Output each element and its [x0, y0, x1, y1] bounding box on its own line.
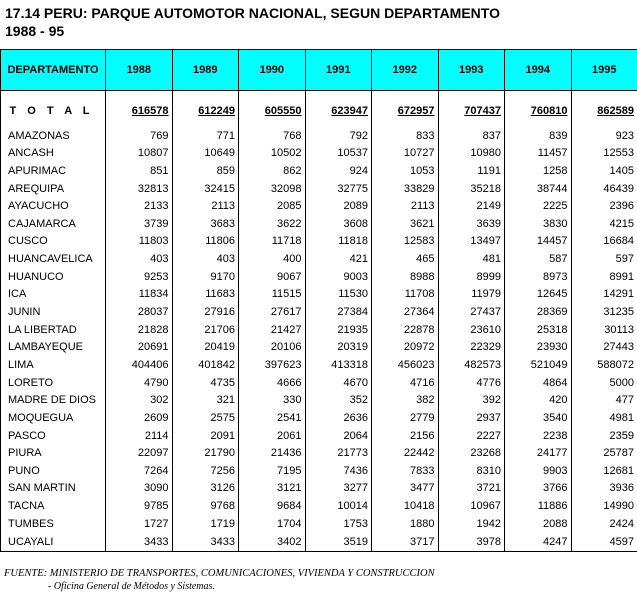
vehicle-count: 2225: [505, 198, 572, 216]
table-row: [1, 216, 637, 234]
vehicle-count: 456023: [372, 357, 439, 375]
vehicle-count: 23610: [438, 321, 505, 339]
vehicle-count: 401842: [172, 357, 239, 375]
vehicle-count: 3433: [106, 533, 173, 551]
table-row: [1, 180, 637, 198]
source-office: - Oficina General de Métodos y Sistemas.: [48, 581, 215, 592]
department-name: PIURA: [1, 445, 106, 463]
vehicle-count: 3621: [372, 216, 439, 234]
vehicle-count: 8988: [372, 268, 439, 286]
table-row: [1, 127, 637, 145]
vehicle-count: 20106: [239, 339, 306, 357]
vehicle-count: 2133: [106, 198, 173, 216]
vehicle-count: 9684: [239, 498, 306, 516]
vehicle-count: 4735: [172, 374, 239, 392]
vehicle-count: 21427: [239, 321, 306, 339]
vehicle-count: 8310: [438, 463, 505, 481]
vehicle-count: 2396: [571, 198, 637, 216]
table-row: [1, 480, 637, 498]
vehicle-count: 3540: [505, 410, 572, 428]
vehicle-count: 27443: [571, 339, 637, 357]
vehicle-count: 32775: [305, 180, 372, 198]
header-year: 1991: [305, 50, 372, 91]
vehicle-count: 10502: [239, 145, 306, 163]
vehicle-count: 28037: [106, 304, 173, 322]
vehicle-count: 3277: [305, 480, 372, 498]
vehicle-count: 1191: [438, 163, 505, 181]
vehicle-count: 7833: [372, 463, 439, 481]
vehicle-count: 382: [372, 392, 439, 410]
vehicle-count: 404406: [106, 357, 173, 375]
vehicle-count: 9768: [172, 498, 239, 516]
vehicle-count: 32415: [172, 180, 239, 198]
table-row: [1, 321, 637, 339]
vehicle-count: 2156: [372, 427, 439, 445]
header-departamento: DEPARTAMENTO: [1, 50, 106, 91]
vehicle-count: 30113: [571, 321, 637, 339]
table-row: [1, 463, 637, 481]
department-name: MADRE DE DIOS: [1, 392, 106, 410]
vehicle-count: 4247: [505, 533, 572, 551]
table-row: [1, 392, 637, 410]
vehicle-count: 27617: [239, 304, 306, 322]
vehicle-count: 11806: [172, 233, 239, 251]
vehicle-count: 923: [571, 127, 637, 145]
vehicle-count: 862: [239, 163, 306, 181]
vehicle-count: 33829: [372, 180, 439, 198]
vehicle-count: 21436: [239, 445, 306, 463]
vehicle-count: 20691: [106, 339, 173, 357]
department-name: PASCO: [1, 427, 106, 445]
vehicle-count: 24177: [505, 445, 572, 463]
vehicle-count: 10418: [372, 498, 439, 516]
vehicle-count: 4716: [372, 374, 439, 392]
header-year: 1990: [239, 50, 306, 91]
vehicle-count: 2089: [305, 198, 372, 216]
department-name: SAN MARTIN: [1, 480, 106, 498]
vehicle-count: 352: [305, 392, 372, 410]
vehicle-count: 4981: [571, 410, 637, 428]
table-row: [1, 427, 637, 445]
table-row: [1, 410, 637, 428]
vehicle-count: 12553: [571, 145, 637, 163]
table-row: [1, 268, 637, 286]
department-name: TACNA: [1, 498, 106, 516]
department-name: HUANCAVELICA: [1, 251, 106, 269]
total-value: 672957: [397, 105, 435, 118]
vehicle-count: 7256: [172, 463, 239, 481]
table-row: [1, 498, 637, 516]
vehicle-count: 3622: [239, 216, 306, 234]
vehicle-count: 3433: [172, 533, 239, 551]
table-row: [1, 286, 637, 304]
vehicle-count: 3766: [505, 480, 572, 498]
department-name: CAJAMARCA: [1, 216, 106, 234]
total-value: 760810: [530, 105, 568, 118]
vehicle-count: 2424: [571, 515, 637, 533]
department-name: HUANUCO: [1, 268, 106, 286]
vehicle-count: 4215: [571, 216, 637, 234]
vehicle-count: 481: [438, 251, 505, 269]
department-name: TUMBES: [1, 515, 106, 533]
vehicle-count: 465: [372, 251, 439, 269]
header-year: 1993: [438, 50, 505, 91]
vehicle-count: 859: [172, 163, 239, 181]
department-name: MOQUEGUA: [1, 410, 106, 428]
vehicle-count: 4864: [505, 374, 572, 392]
vehicle-count: 392: [438, 392, 505, 410]
vehicle-count: 12583: [372, 233, 439, 251]
vehicle-count: 597: [571, 251, 637, 269]
vehicle-count: 14990: [571, 498, 637, 516]
vehicle-count: 8973: [505, 268, 572, 286]
vehicle-count: 9067: [239, 268, 306, 286]
total-value: 616578: [131, 105, 169, 118]
vehicle-count: 10649: [172, 145, 239, 163]
header-year: 1994: [505, 50, 572, 91]
total-value: 862589: [597, 105, 634, 118]
table-title: 17.14 PERU: PARQUE AUTOMOTOR NACIONAL, SEGUN DEPARTAMENTO: [5, 5, 500, 21]
vehicle-count: 403: [106, 251, 173, 269]
vehicle-count: 851: [106, 163, 173, 181]
vehicle-count: 25787: [571, 445, 637, 463]
vehicle-count: 11708: [372, 286, 439, 304]
vehicle-count: 9903: [505, 463, 572, 481]
vehicle-count: 400: [239, 251, 306, 269]
table-row: [1, 198, 637, 216]
vehicle-count: 1727: [106, 515, 173, 533]
vehicle-count: 11457: [505, 145, 572, 163]
vehicle-count: 2779: [372, 410, 439, 428]
vehicle-count: 482573: [438, 357, 505, 375]
total-value: 612249: [198, 105, 235, 118]
vehicle-count: 25318: [505, 321, 572, 339]
source-note: FUENTE: MINISTERIO DE TRANSPORTES, COMUNICACIONES, VIVIENDA Y CONSTRUCCION: [4, 568, 435, 579]
vehicle-count: 10014: [305, 498, 372, 516]
vehicle-count: 46439: [571, 180, 637, 198]
vehicle-count: 837: [438, 127, 505, 145]
vehicle-count: 5000: [571, 374, 637, 392]
department-name: LA LIBERTAD: [1, 321, 106, 339]
vehicle-count: 3978: [438, 533, 505, 551]
vehicle-count: 2238: [505, 427, 572, 445]
vehicle-count: 21828: [106, 321, 173, 339]
vehicle-count: 3126: [172, 480, 239, 498]
table-row: [1, 304, 637, 322]
vehicle-count: 792: [305, 127, 372, 145]
vehicle-count: 9253: [106, 268, 173, 286]
table-row: [1, 374, 637, 392]
vehicle-count: 32098: [239, 180, 306, 198]
vehicle-count: 32813: [106, 180, 173, 198]
vehicle-count: 924: [305, 163, 372, 181]
vehicle-count: 588072: [571, 357, 637, 375]
vehicle-count: 302: [106, 392, 173, 410]
vehicle-count: 3721: [438, 480, 505, 498]
header-year: 1992: [372, 50, 439, 91]
department-name: PUNO: [1, 463, 106, 481]
vehicle-count: 10980: [438, 145, 505, 163]
vehicle-count: 2575: [172, 410, 239, 428]
total-row: [1, 100, 637, 123]
vehicle-count: 4776: [438, 374, 505, 392]
total-label: T O T A L: [1, 100, 106, 123]
vehicle-count: 3717: [372, 533, 439, 551]
vehicle-count: 28369: [505, 304, 572, 322]
vehicle-count: 14457: [505, 233, 572, 251]
vehicle-count: 27364: [372, 304, 439, 322]
vehicle-count: 7264: [106, 463, 173, 481]
department-name: ICA: [1, 286, 106, 304]
vehicle-count: 3090: [106, 480, 173, 498]
vehicle-count: 31235: [571, 304, 637, 322]
data-table: [0, 49, 637, 552]
vehicle-count: 768: [239, 127, 306, 145]
total-value: 623947: [331, 105, 368, 118]
department-name: UCAYALI: [1, 533, 106, 551]
vehicle-count: 3739: [106, 216, 173, 234]
vehicle-count: 11834: [106, 286, 173, 304]
total-value: 707437: [464, 105, 501, 118]
vehicle-count: 1405: [571, 163, 637, 181]
vehicle-count: 1704: [239, 515, 306, 533]
vehicle-count: 587: [505, 251, 572, 269]
vehicle-count: 2149: [438, 198, 505, 216]
vehicle-count: 11803: [106, 233, 173, 251]
vehicle-count: 21790: [172, 445, 239, 463]
vehicle-count: 2227: [438, 427, 505, 445]
vehicle-count: 2061: [239, 427, 306, 445]
vehicle-count: 833: [372, 127, 439, 145]
vehicle-count: 11886: [505, 498, 572, 516]
department-name: LORETO: [1, 374, 106, 392]
vehicle-count: 38744: [505, 180, 572, 198]
department-name: AMAZONAS: [1, 127, 106, 145]
vehicle-count: 11683: [172, 286, 239, 304]
vehicle-count: 9785: [106, 498, 173, 516]
department-name: LIMA: [1, 357, 106, 375]
vehicle-count: 839: [505, 127, 572, 145]
vehicle-count: 420: [505, 392, 572, 410]
vehicle-count: 2114: [106, 427, 173, 445]
vehicle-count: 2609: [106, 410, 173, 428]
vehicle-count: 2064: [305, 427, 372, 445]
vehicle-count: 1880: [372, 515, 439, 533]
vehicle-count: 9003: [305, 268, 372, 286]
vehicle-count: 10727: [372, 145, 439, 163]
department-name: ANCASH: [1, 145, 106, 163]
table-row: [1, 515, 637, 533]
header-year: 1995: [571, 50, 637, 91]
vehicle-count: 16684: [571, 233, 637, 251]
vehicle-count: 22097: [106, 445, 173, 463]
header-year: 1988: [106, 50, 173, 91]
vehicle-count: 397623: [239, 357, 306, 375]
vehicle-count: 1942: [438, 515, 505, 533]
vehicle-count: 2088: [505, 515, 572, 533]
vehicle-count: 20419: [172, 339, 239, 357]
vehicle-count: 4666: [239, 374, 306, 392]
vehicle-count: 22329: [438, 339, 505, 357]
vehicle-count: 8999: [438, 268, 505, 286]
vehicle-count: 11515: [239, 286, 306, 304]
vehicle-count: 4597: [571, 533, 637, 551]
vehicle-count: 7195: [239, 463, 306, 481]
vehicle-count: 3683: [172, 216, 239, 234]
department-name: JUNIN: [1, 304, 106, 322]
vehicle-count: 21935: [305, 321, 372, 339]
vehicle-count: 2085: [239, 198, 306, 216]
vehicle-count: 23268: [438, 445, 505, 463]
vehicle-count: 3608: [305, 216, 372, 234]
header-row: [1, 50, 637, 91]
total-value: 605550: [264, 105, 302, 118]
department-name: AREQUIPA: [1, 180, 106, 198]
vehicle-count: 769: [106, 127, 173, 145]
vehicle-count: 10967: [438, 498, 505, 516]
vehicle-count: 1053: [372, 163, 439, 181]
vehicle-count: 3936: [571, 480, 637, 498]
vehicle-count: 330: [239, 392, 306, 410]
vehicle-count: 10807: [106, 145, 173, 163]
vehicle-count: 3402: [239, 533, 306, 551]
vehicle-count: 403: [172, 251, 239, 269]
vehicle-count: 7436: [305, 463, 372, 481]
vehicle-count: 4670: [305, 374, 372, 392]
table-row: [1, 251, 637, 269]
vehicle-count: 1258: [505, 163, 572, 181]
vehicle-count: 2113: [372, 198, 439, 216]
vehicle-count: 9170: [172, 268, 239, 286]
vehicle-count: 3477: [372, 480, 439, 498]
vehicle-count: 2937: [438, 410, 505, 428]
department-name: LAMBAYEQUE: [1, 339, 106, 357]
vehicle-count: 12681: [571, 463, 637, 481]
vehicle-count: 521049: [505, 357, 572, 375]
vehicle-count: 27437: [438, 304, 505, 322]
vehicle-count: 35218: [438, 180, 505, 198]
table-row: [1, 145, 637, 163]
vehicle-count: 11530: [305, 286, 372, 304]
vehicle-count: 20319: [305, 339, 372, 357]
vehicle-count: 21773: [305, 445, 372, 463]
vehicle-count: 11979: [438, 286, 505, 304]
table-row: [1, 357, 637, 375]
vehicle-count: 4790: [106, 374, 173, 392]
vehicle-count: 11718: [239, 233, 306, 251]
vehicle-count: 22442: [372, 445, 439, 463]
vehicle-count: 27384: [305, 304, 372, 322]
vehicle-count: 2541: [239, 410, 306, 428]
vehicle-count: 1719: [172, 515, 239, 533]
vehicle-count: 22878: [372, 321, 439, 339]
vehicle-count: 421: [305, 251, 372, 269]
vehicle-count: 2636: [305, 410, 372, 428]
department-name: AYACUCHO: [1, 198, 106, 216]
vehicle-count: 21706: [172, 321, 239, 339]
vehicle-count: 1753: [305, 515, 372, 533]
vehicle-count: 321: [172, 392, 239, 410]
vehicle-count: 3639: [438, 216, 505, 234]
vehicle-count: 413318: [305, 357, 372, 375]
vehicle-count: 3121: [239, 480, 306, 498]
vehicle-count: 13497: [438, 233, 505, 251]
vehicle-count: 771: [172, 127, 239, 145]
vehicle-count: 2091: [172, 427, 239, 445]
vehicle-count: 12645: [505, 286, 572, 304]
vehicle-count: 2113: [172, 198, 239, 216]
vehicle-count: 14291: [571, 286, 637, 304]
table-period: 1988 - 95: [5, 23, 65, 39]
department-name: CUSCO: [1, 233, 106, 251]
table-row: [1, 233, 637, 251]
vehicle-count: 23930: [505, 339, 572, 357]
table-row: [1, 163, 637, 181]
vehicle-count: 20972: [372, 339, 439, 357]
vehicle-count: 3519: [305, 533, 372, 551]
table-row: [1, 445, 637, 463]
vehicle-count: 27916: [172, 304, 239, 322]
vehicle-count: 11818: [305, 233, 372, 251]
header-year: 1989: [172, 50, 239, 91]
vehicle-count: 477: [571, 392, 637, 410]
department-name: APURIMAC: [1, 163, 106, 181]
table-row: [1, 533, 637, 551]
vehicle-count: 10537: [305, 145, 372, 163]
vehicle-count: 8991: [571, 268, 637, 286]
vehicle-count: 3830: [505, 216, 572, 234]
table-row: [1, 339, 637, 357]
vehicle-count: 2359: [571, 427, 637, 445]
